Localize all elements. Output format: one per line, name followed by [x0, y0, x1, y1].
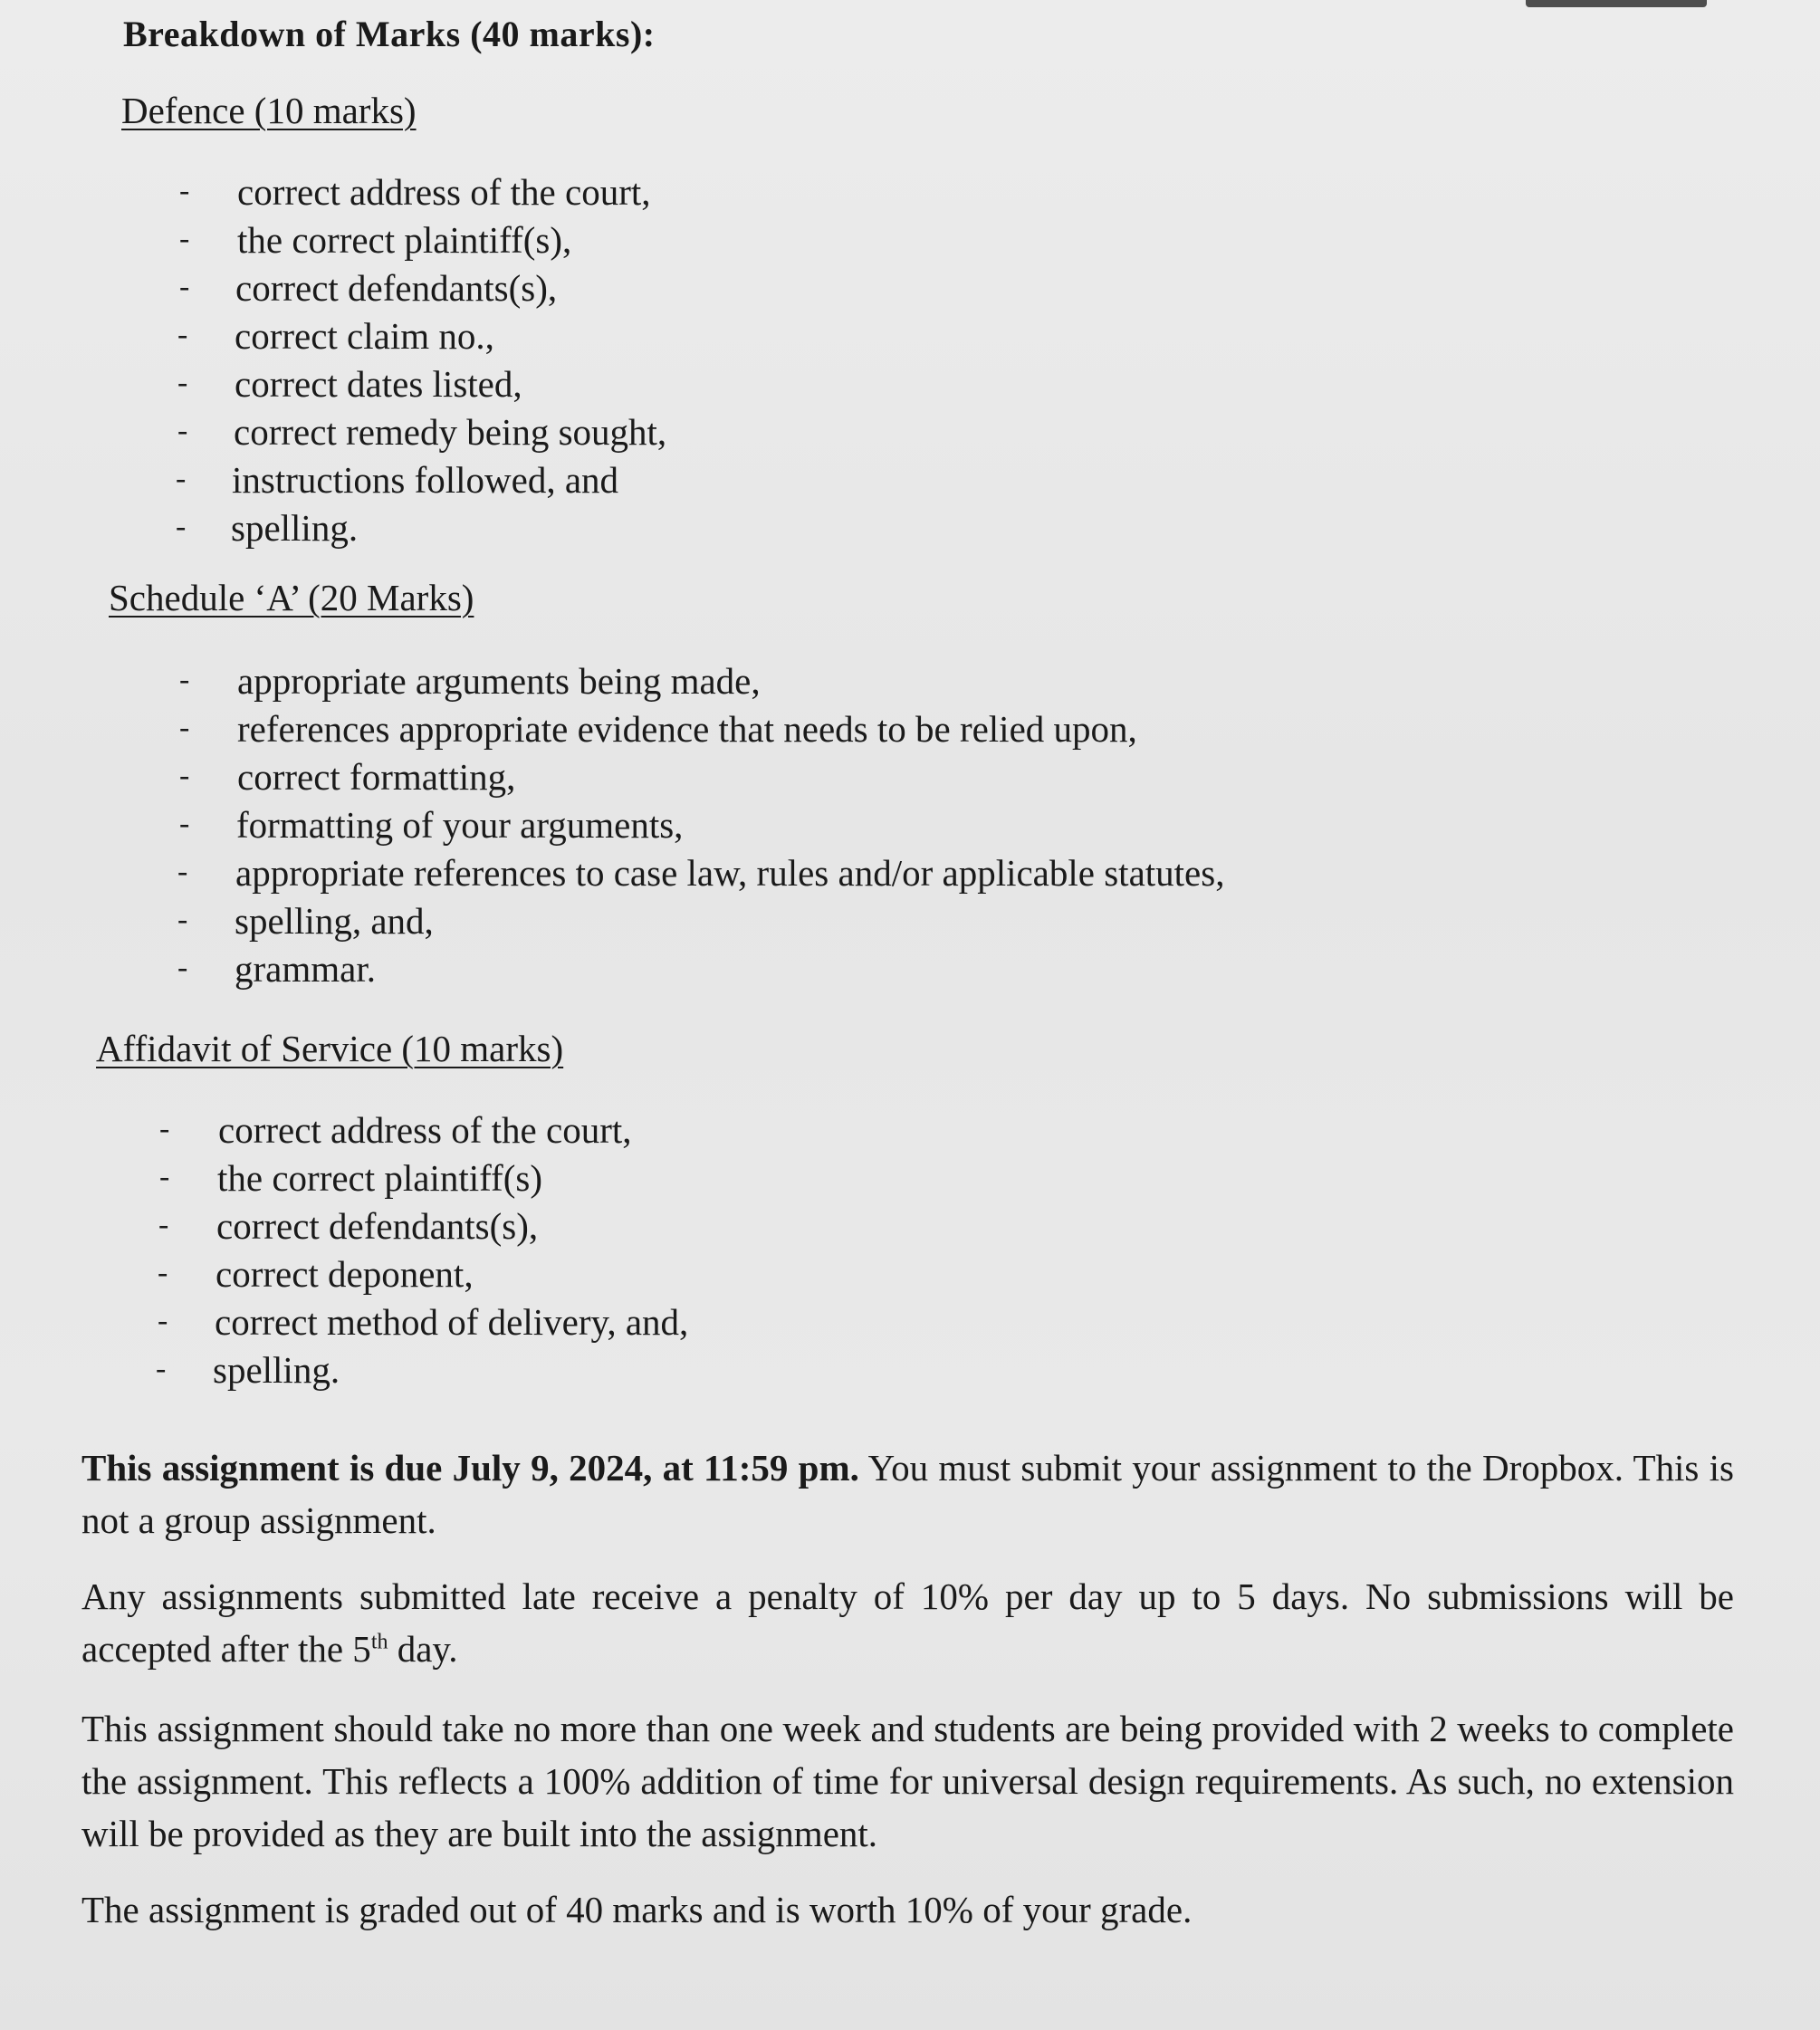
list-item-text: instructions followed, and [232, 459, 619, 501]
bullet-dash: - [176, 462, 187, 495]
list-item-text: the correct plaintiff(s), [237, 219, 572, 261]
list-item-text: correct address of the court, [237, 171, 651, 213]
list-item-text: correct defendants(s), [235, 267, 558, 309]
list-item-text: appropriate references to case law, rules and/or applicable statutes, [235, 852, 1225, 894]
bullet-dash: - [179, 222, 190, 255]
section-heading-defence: Defence (10 marks) [121, 90, 417, 131]
late-penalty-superscript: th [370, 1630, 388, 1654]
bullet-dash: - [177, 903, 188, 936]
due-date-bold: This assignment is due July 9, 2024, at 11:59 pm. [81, 1447, 859, 1489]
bullet-dash: - [158, 1304, 168, 1337]
bullet-dash: - [179, 174, 190, 207]
bullet-dash: - [177, 318, 188, 351]
list-item-text: correct remedy being sought, [234, 411, 667, 453]
bullet-dash: - [179, 807, 190, 840]
section-heading-schedule-a: Schedule ‘A’ (20 Marks) [109, 577, 474, 618]
bullet-dash: - [177, 951, 188, 984]
list-item-text: correct deponent, [216, 1253, 474, 1295]
duration-paragraph: This assignment should take no more than one week and students are being provided with 2 weeks to complete the assignment. This reflects a 100% addition of time for universal design requirements. As such, no extension will be provided as they are built into the assignment. [81, 1708, 1734, 1854]
list-item-text: spelling. [213, 1349, 340, 1391]
list-item-text: correct dates listed, [235, 363, 522, 405]
bullet-dash: - [177, 414, 188, 447]
bullet-dash: - [159, 1160, 170, 1193]
late-penalty-text: Any assignments submitted late receive a penalty of 10% per day up to 5 days. No submissions will be accepted after the 5 [81, 1575, 1734, 1670]
list-item-text: grammar. [235, 948, 376, 990]
list-item-text: formatting of your arguments, [236, 804, 684, 846]
list-item-text: references appropriate evidence that needs to be relied upon, [237, 708, 1137, 750]
list-item-text: correct claim no., [235, 315, 494, 357]
bullet-dash: - [179, 711, 190, 744]
bullet-dash: - [179, 663, 190, 696]
section-heading-affidavit: Affidavit of Service (10 marks) [96, 1028, 564, 1069]
late-penalty-end: day. [388, 1628, 458, 1670]
list-item-text: spelling. [231, 507, 359, 549]
list-item-text: correct address of the court, [218, 1109, 632, 1151]
bullet-dash: - [158, 1256, 168, 1289]
bullet-dash: - [176, 510, 187, 543]
document-title: Breakdown of Marks (40 marks): [123, 14, 656, 54]
list-item-text: correct formatting, [237, 756, 516, 798]
list-item-text: the correct plaintiff(s) [217, 1157, 542, 1199]
list-item-text: spelling, and, [235, 900, 434, 942]
bullet-dash: - [158, 1208, 169, 1241]
bullet-dash: - [179, 270, 190, 303]
bullet-dash: - [159, 1112, 170, 1145]
list-item-text: correct method of delivery, and, [215, 1301, 689, 1343]
due-date-rest: You must submit your assignment to the Dropbox. This is not a group assignment. [81, 1447, 1734, 1541]
list-item-text: appropriate arguments being made, [237, 660, 761, 702]
list-item-text: correct defendants(s), [216, 1205, 539, 1247]
grading-paragraph: The assignment is graded out of 40 marks and is worth 10% of your grade. [81, 1889, 1193, 1930]
bullet-dash: - [156, 1352, 167, 1385]
late-penalty-paragraph [81, 1570, 1734, 1675]
page-edge-mark [1526, 0, 1707, 7]
due-date-paragraph [81, 1441, 1734, 1546]
bullet-dash: - [179, 759, 190, 792]
bullet-dash: - [177, 855, 188, 888]
bullet-dash: - [177, 366, 188, 399]
